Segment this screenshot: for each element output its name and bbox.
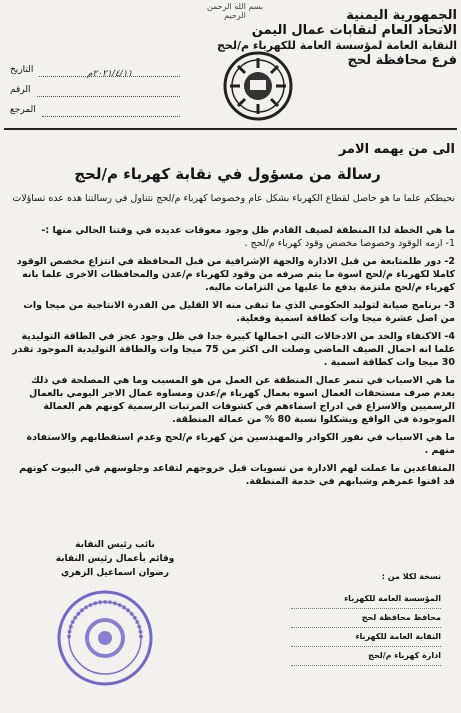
list-item: ادارة كهرباء م/لحج	[291, 647, 441, 666]
basmala-banner: بسم الله الرحمن الرحيم	[206, 2, 264, 20]
signer-title: نائب رئيس النقابة	[75, 540, 155, 550]
official-stamp-icon	[55, 588, 155, 688]
number-label: الرقم	[10, 85, 31, 95]
list-item: النقابة العامة للكهرباء	[291, 628, 441, 647]
item-text: المتقاعدين ما عملت لهم الادارة من تسويات قبل خروجهم لتقاعد وجلوسهم في البيوت كونهم قد افنوا عمرهم وشبابهم في خدمة المنطقة.	[19, 463, 455, 487]
list-item	[8, 330, 455, 369]
signer-role: وقائم بأعمال رئيس النقابة	[55, 554, 175, 564]
list-item	[8, 374, 455, 426]
signer-name: رضوان اسماعيل الزهري	[61, 568, 169, 578]
addressee: الى من يهمه الامر	[338, 142, 455, 157]
list-item	[8, 224, 455, 250]
reference-label: المرجع	[10, 105, 36, 115]
number-line	[37, 84, 180, 97]
list-item	[8, 462, 455, 488]
intro-paragraph: نحيطكم علما ما هو حاصل لقطاع الكهرباء بشكل عام وخصوصا كهرباء م/لحج نتناول في رسالتنا هذه عده تساؤلات	[12, 193, 455, 204]
reference-line	[42, 104, 180, 117]
union-emblem-icon	[222, 50, 294, 122]
letterhead-line-2: الاتحاد العام لنقابات عمال اليمن	[251, 23, 457, 38]
number-row	[10, 80, 180, 100]
signature-block	[40, 538, 190, 580]
date-value: ٢٠٢١/٤/١١م	[39, 64, 180, 77]
list-item: محافظ محافظة لحج	[291, 609, 441, 628]
date-row	[10, 60, 180, 80]
list-item: المؤسسة العامة للكهرباء	[291, 590, 441, 609]
header-divider	[4, 128, 457, 130]
item-text: ما هي الخطة لذا المنطقة لصيف القادم ظل وجود معوقات عديده في وقتنا الحالي منها :-	[41, 225, 455, 236]
list-item	[8, 255, 455, 294]
letterhead-line-3: النقابة العامة لمؤسسة العامة للكهرباء م/لحج	[217, 39, 457, 52]
item-text: ما هي الاسباب في نفور الكوادر والمهندسين من كهرباء م/لحج وعدم استقطابهم والاستفادة منهم .	[26, 432, 455, 456]
item-text: 2- دور طلمتابعة من قبل الادارة والجهة الإشرافية من قبل المحافظة في انتزاع مخصص الوقود كاملا لكهرباء م/لحج اسوة ما يتم صرفه من وقود لكهرباء م/عدن والمحافظات الاخرى علما بانه كهرباء م/لحج ملتزمة بدفع ما عليها من التزامات ماليه.	[16, 256, 455, 293]
letter-meta	[10, 60, 180, 120]
list-item	[8, 431, 455, 457]
copies-list	[291, 568, 441, 666]
item-text: 3- برنامج صيانة لتوليد الحكومي الذي ما تبقى منه الا القليل من القدرة الانتاجية من ميجا وات من اصل عشرة ميجا وات كطاقة اسمية وفعلية.	[23, 300, 455, 324]
letterhead-line-4: فرع محافظة لحج	[347, 53, 457, 68]
copies-title: نسخة لكلا من :	[381, 572, 441, 581]
list-item	[8, 299, 455, 325]
item-detail: 1- ازمه الوقود وخصوصا مخصص وقود كهرباء م/لحج .	[244, 238, 455, 249]
question-list	[8, 224, 455, 493]
item-text: 4- الاكتفاء والحد من الادخالات التي احمالها كبيرة جدا في ظل وجود عجز في الطاقة التوليدية علما انه احمال الصيف الماضي وصلت الى اكثر من 75 ميجا وات والطاقة التوليدية الموجود تقدر 30 ميجا وات كطاقة اسمية .	[12, 331, 455, 368]
date-label: التاريخ	[10, 65, 34, 75]
subject-line: رسالة من مسؤول في نقابة كهرباء م/لحج	[74, 165, 381, 183]
item-text: ما هي الاسباب في تنمر عمال المنطقة عن العمل من هو المسبب وما هي المصلحة في ذلك بعدم صرف مستحقات العمال اسوه بعمال كهرباء م/عدن ومساوه عمال الاجر اليومي بالعمال الرسميين والاسراع في ادراج اسماءهم في كشوفات المرتبات الرسمية كونهم هم العمالة الموجودة في الواقع ويشكلوا نسبة 80 % من عمالة المنطقة.	[29, 375, 455, 425]
reference-row	[10, 100, 180, 120]
letterhead-line-1: الجمهورية اليمنية	[346, 8, 457, 23]
